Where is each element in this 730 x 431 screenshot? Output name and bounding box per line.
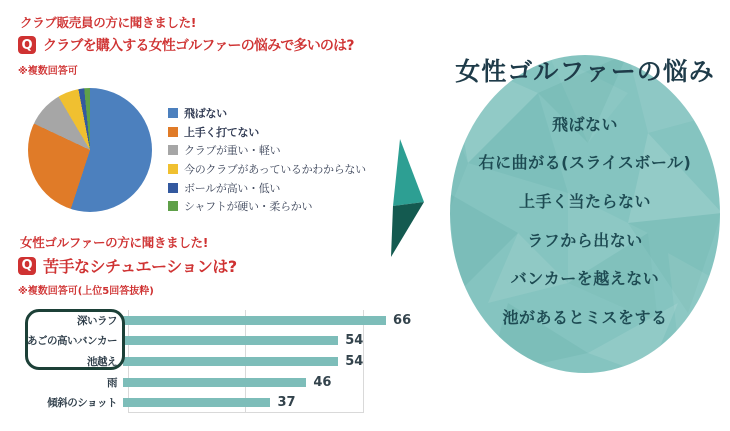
survey2-question: 苦手なシチュエーションは? [43,257,237,276]
bar-track [123,312,412,328]
pie-chart [28,88,152,212]
survey1-question: クラブを購入する女性ゴルファーの悩みで多いのは? [43,38,354,54]
legend-item [168,123,366,142]
pie-legend [168,104,366,216]
bar-row [20,310,412,331]
legend-label: クラブが重い・軽い [184,144,281,158]
bar-value: 46 [313,374,332,390]
bar-chart [20,310,412,413]
arrow-lower-facet [391,202,424,257]
worry-list [448,104,722,336]
legend-item [168,104,366,123]
bar [123,316,386,325]
legend-item [168,141,366,160]
bar-value: 54 [345,333,364,349]
legend-item [168,160,366,179]
bar-category-label: あごの高いバンカー [27,335,117,348]
legend-swatch-icon [168,183,178,193]
q-badge: Q [18,257,36,275]
legend-label: シャフトが硬い・柔らかい [184,200,313,214]
bar-value: 66 [393,312,412,328]
bar-row [20,392,402,413]
bar-category-label: 池越え [87,355,117,368]
legend-swatch-icon [168,108,178,118]
bar-row [20,351,402,372]
legend-swatch-icon [168,201,178,211]
bar-category-label: 傾斜のショット [47,397,117,410]
worry-item: 右に曲がる(スライスボール) [478,153,692,173]
survey1-question-row [18,35,354,55]
bar [123,336,338,345]
bar [123,398,270,407]
worry-item: バンカーを越えない [510,269,660,289]
bar-row [20,331,402,352]
arrow-upper-facet [393,139,424,206]
worry-item: 上手く当たらない [518,191,651,211]
bar-track [123,354,402,369]
survey1-headline: クラブ販売員の方に聞きました! [20,15,197,30]
survey2-note: ※複数回答可(上位5回答抜粋) [18,286,154,297]
bar-track [123,395,402,410]
legend-label: 上手く打てない [184,125,259,139]
bar-value: 54 [345,353,364,369]
survey2-question-row [18,254,237,277]
legend-label: 飛ばない [184,107,227,121]
q-badge: Q [18,36,36,54]
bar [123,378,306,387]
legend-item [168,197,366,216]
survey1-note: ※複数回答可 [18,66,78,77]
legend-item [168,178,366,197]
legend-swatch-icon [168,145,178,155]
worry-item: ラフから出ない [527,230,643,250]
legend-label: ボールが高い・低い [184,181,281,195]
arrow-right-icon [384,139,426,257]
bar-track [123,375,402,390]
legend-swatch-icon [168,127,178,137]
worry-item: 池があるとミスをする [502,307,668,327]
bar-row [20,372,402,393]
result-panel-title: 女性ゴルファーの悩み [455,57,715,86]
legend-swatch-icon [168,164,178,174]
legend-label: 今のクラブがあっているかわからない [184,163,366,177]
bar [123,357,338,366]
bar-track [123,333,402,348]
bar-category-label: 雨 [107,376,117,389]
survey2-headline: 女性ゴルファーの方に聞きました! [20,235,209,250]
worry-item: 飛ばない [551,114,618,134]
bar-rows [20,310,412,413]
bar-value: 37 [277,395,296,411]
bar-category-label: 深いラフ [77,314,117,327]
